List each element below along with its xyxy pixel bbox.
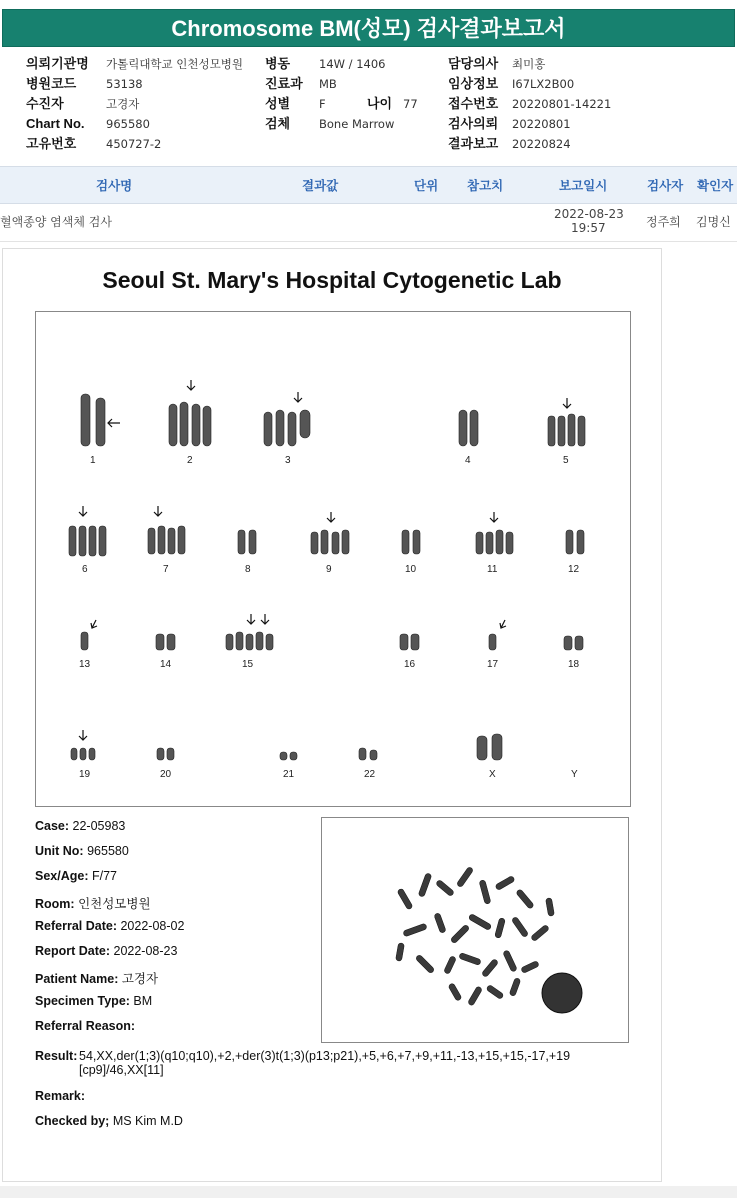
info-label: 고유번호 bbox=[26, 136, 77, 151]
interphase-nucleus bbox=[542, 973, 582, 1013]
patient-name-field bbox=[35, 969, 158, 987]
arrow-icon bbox=[91, 620, 97, 628]
arrow-icon bbox=[563, 398, 571, 408]
report-time: 19:57 bbox=[571, 221, 606, 235]
info-value: I67LX2B00 bbox=[512, 77, 575, 91]
chromosome-label: 7 bbox=[163, 564, 169, 575]
specimen-value: BM bbox=[133, 994, 153, 1008]
info-label: Chart No. bbox=[26, 116, 85, 131]
sexage-label: Sex/Age: bbox=[35, 869, 89, 883]
unit-label: Unit No: bbox=[35, 844, 84, 858]
unit-field bbox=[35, 844, 129, 858]
info-value: Bone Marrow bbox=[319, 117, 395, 131]
age-label: 나이 bbox=[367, 96, 393, 111]
info-value: F bbox=[319, 97, 326, 111]
chromosome-pair-2 bbox=[169, 402, 211, 446]
table-row[interactable] bbox=[0, 203, 737, 242]
arrow-icon bbox=[187, 380, 195, 390]
room-field bbox=[35, 894, 151, 912]
chromosome-pair-3 bbox=[264, 410, 310, 446]
info-value: 14W / 1406 bbox=[319, 57, 386, 71]
header-report-datetime: 보고일시 bbox=[559, 179, 608, 193]
arrow-icon bbox=[247, 614, 255, 624]
chromosome-pair-8 bbox=[238, 530, 256, 554]
chromosome-label: 3 bbox=[285, 455, 291, 466]
info-label: 진료과 bbox=[265, 76, 303, 91]
chromosome-pair-13 bbox=[81, 632, 88, 650]
case-label: Case: bbox=[35, 819, 70, 833]
info-label: 병원코드 bbox=[26, 76, 77, 91]
arrow-icon bbox=[79, 730, 87, 740]
karyogram-image bbox=[36, 312, 630, 806]
info-label: 담당의사 bbox=[448, 56, 499, 71]
chromosome-label: 16 bbox=[404, 659, 416, 670]
info-label: 수진자 bbox=[26, 96, 64, 111]
result-field bbox=[35, 1049, 635, 1077]
info-value: 20220801 bbox=[512, 117, 571, 131]
report-date-field bbox=[35, 944, 177, 958]
chromosome-pair-5 bbox=[548, 414, 585, 446]
info-col1 bbox=[26, 54, 243, 154]
header-result: 결과값 bbox=[302, 179, 339, 193]
header-confirmer: 확인자 bbox=[697, 179, 734, 193]
info-label: 검체 bbox=[265, 116, 291, 131]
chromosome-label: 12 bbox=[568, 564, 580, 575]
info-label: 성별 bbox=[265, 96, 291, 111]
header-reference: 참고치 bbox=[467, 179, 504, 193]
info-col2 bbox=[265, 54, 418, 134]
remark-field bbox=[35, 1089, 85, 1103]
checked-label: Checked by; bbox=[35, 1114, 110, 1128]
info-value: 53138 bbox=[106, 77, 143, 91]
chromosome-label: 6 bbox=[82, 564, 88, 575]
chromosome-label: 8 bbox=[245, 564, 251, 575]
chromosome-pair-x bbox=[477, 734, 502, 760]
report-date-label: Report Date: bbox=[35, 944, 111, 958]
chromosome-pair-10 bbox=[402, 530, 420, 554]
arrow-icon bbox=[500, 620, 506, 628]
chromosome-pair-19 bbox=[71, 748, 95, 760]
chromosome-label: 5 bbox=[563, 455, 569, 466]
chromosome-pair-20 bbox=[157, 748, 174, 760]
chromosome-label: 18 bbox=[568, 659, 580, 670]
info-value: 가톨릭대학교 인천성모병원 bbox=[106, 57, 243, 71]
confirmer-name: 김명신 bbox=[696, 215, 731, 229]
arrow-icon bbox=[261, 614, 269, 624]
info-value: 450727-2 bbox=[106, 137, 162, 151]
room-label: Room: bbox=[35, 897, 75, 911]
metaphase-spread-image bbox=[322, 818, 628, 1042]
chromosome-label: 15 bbox=[242, 659, 254, 670]
info-value: MB bbox=[319, 77, 337, 91]
report-title: Chromosome BM(성모) 검사결과보고서 bbox=[2, 9, 735, 47]
chromosome-pair-15 bbox=[226, 632, 273, 650]
checked-by-field bbox=[35, 1114, 183, 1128]
karyotype-report bbox=[2, 248, 662, 1182]
tester-name: 정주희 bbox=[646, 215, 681, 229]
chromosome-label: 20 bbox=[160, 769, 172, 780]
specimen-field bbox=[35, 994, 152, 1008]
chromosome-pair-22 bbox=[359, 748, 377, 760]
abnormality-arrows bbox=[79, 380, 571, 740]
info-value: 최미홍 bbox=[512, 57, 546, 71]
chromosome-label: 19 bbox=[79, 769, 91, 780]
referral-reason-label: Referral Reason: bbox=[35, 1019, 136, 1033]
info-row bbox=[26, 54, 243, 74]
chromosome-label: 17 bbox=[487, 659, 499, 670]
referral-date-field bbox=[35, 919, 184, 933]
referral-date-value: 2022-08-02 bbox=[120, 919, 185, 933]
info-row bbox=[26, 74, 243, 94]
specimen-label: Specimen Type: bbox=[35, 994, 130, 1008]
footer-strip bbox=[0, 1186, 737, 1198]
chromosome-pair-1 bbox=[81, 394, 105, 446]
referral-date-label: Referral Date: bbox=[35, 919, 117, 933]
arrow-icon bbox=[108, 419, 120, 427]
chromosome-label: 22 bbox=[364, 769, 376, 780]
chromosome-label: 13 bbox=[79, 659, 91, 670]
unit-value: 965580 bbox=[87, 844, 129, 858]
room-value: 인천성모병원 bbox=[78, 897, 151, 911]
karyogram-panel bbox=[35, 311, 631, 807]
chromosome-pair-11 bbox=[476, 530, 513, 554]
referral-reason-field bbox=[35, 1019, 135, 1033]
info-row bbox=[26, 114, 243, 134]
info-col3 bbox=[448, 54, 611, 154]
case-field bbox=[35, 819, 125, 833]
info-label: 의뢰기관명 bbox=[26, 56, 89, 71]
info-label: 결과보고 bbox=[448, 136, 499, 151]
chromosome-label: 4 bbox=[465, 455, 471, 466]
header-unit: 단위 bbox=[414, 179, 439, 193]
info-value: 965580 bbox=[106, 117, 150, 131]
info-value: 고경자 bbox=[106, 97, 140, 111]
age-value: 77 bbox=[403, 97, 418, 111]
sexage-value: F/77 bbox=[91, 869, 117, 883]
arrow-icon bbox=[294, 392, 302, 402]
chromosome-pair-9 bbox=[311, 530, 349, 554]
arrow-icon bbox=[327, 512, 335, 522]
chromosome-label: Y bbox=[571, 769, 578, 780]
chromosome-pair-14 bbox=[156, 634, 175, 650]
report-date-value: 2022-08-23 bbox=[113, 944, 178, 958]
header-tester: 검사자 bbox=[647, 179, 684, 193]
chromosome-label: 14 bbox=[160, 659, 172, 670]
result-label: Result: bbox=[35, 1049, 78, 1063]
info-label: 검사의뢰 bbox=[448, 116, 499, 131]
info-label: 병동 bbox=[265, 56, 291, 71]
chromosome-label: X bbox=[489, 769, 496, 780]
arrow-icon bbox=[154, 506, 162, 516]
test-name: 혈액종양 염색체 검사 bbox=[0, 215, 112, 229]
info-row bbox=[26, 94, 243, 114]
chromosome-pair-18 bbox=[564, 636, 583, 650]
case-value: 22-05983 bbox=[72, 819, 126, 833]
chromosome-label: 10 bbox=[405, 564, 417, 575]
report-date: 2022-08-23 bbox=[554, 207, 624, 221]
arrow-icon bbox=[79, 506, 87, 516]
info-label: 임상정보 bbox=[448, 76, 499, 91]
chromosome-label: 9 bbox=[326, 564, 332, 575]
info-label: 접수번호 bbox=[448, 96, 499, 111]
chromosome-label: 2 bbox=[187, 455, 193, 466]
patient-name-value: 고경자 bbox=[121, 972, 159, 986]
arrow-icon bbox=[490, 512, 498, 522]
chromosome-pair-21 bbox=[280, 752, 297, 760]
remark-label: Remark: bbox=[35, 1089, 86, 1103]
chromosome-pair-17 bbox=[489, 634, 496, 650]
result-line2: [cp9]/46,XX[11] bbox=[79, 1063, 164, 1077]
chromosome-pair-6 bbox=[69, 526, 106, 556]
metaphase-chromosomes bbox=[395, 866, 554, 1006]
lab-title: Seoul St. Mary's Hospital Cytogenetic Lab bbox=[102, 267, 562, 293]
chromosome-label: 21 bbox=[283, 769, 295, 780]
metaphase-spread-panel bbox=[321, 817, 629, 1043]
checked-value: MS Kim M.D bbox=[112, 1114, 183, 1128]
patient-name-label: Patient Name: bbox=[35, 972, 119, 986]
chromosome-label: 11 bbox=[487, 564, 498, 575]
table-header bbox=[0, 166, 737, 204]
info-row bbox=[26, 134, 243, 154]
sexage-field bbox=[35, 869, 117, 883]
info-value: 20220801-14221 bbox=[512, 97, 612, 111]
chromosome-pair-12 bbox=[566, 530, 584, 554]
chromosome-pair-16 bbox=[400, 634, 419, 650]
result-line1: 54,XX,der(1;3)(q10;q10),+2,+der(3)t(1;3)(p13;p21),+5,+6,+7,+9,+11,-13,+15,+15,-17,+19 bbox=[79, 1049, 571, 1063]
chromosome-pair-7 bbox=[148, 526, 185, 554]
header-test-name: 검사명 bbox=[96, 179, 133, 193]
info-value: 20220824 bbox=[512, 137, 571, 151]
chromosome-pair-4 bbox=[459, 410, 478, 446]
chromosome-label: 1 bbox=[90, 455, 96, 466]
